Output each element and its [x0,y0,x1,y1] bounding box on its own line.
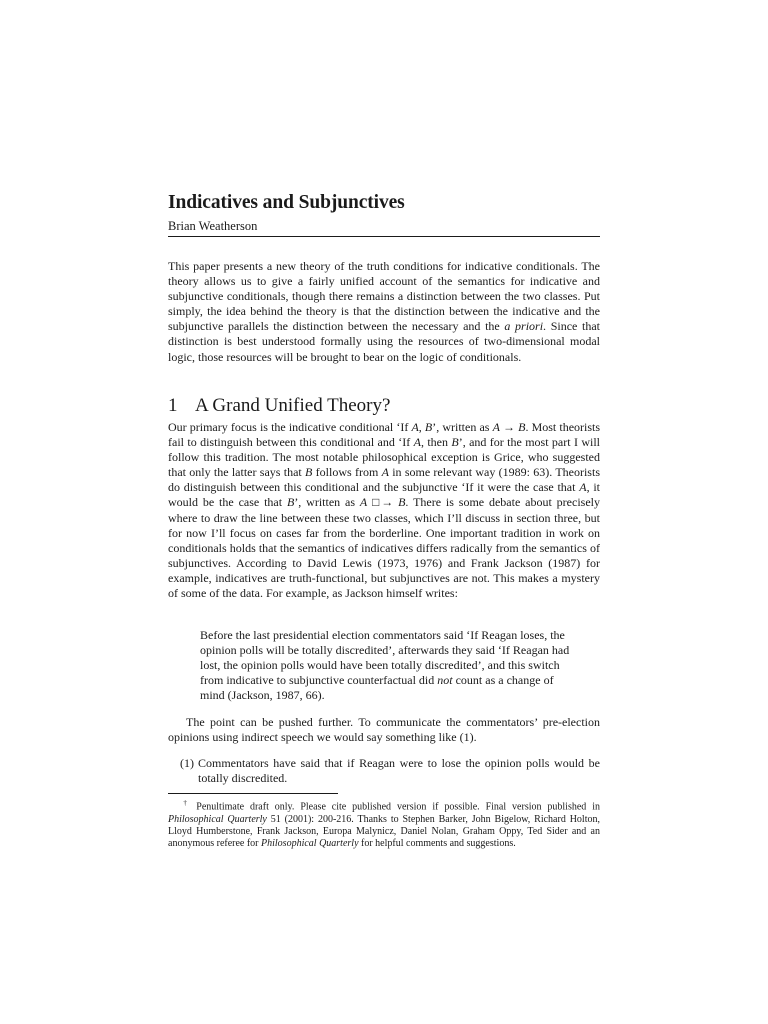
paper-author: Brian Weatherson [168,219,258,233]
footnote-mark: † [180,799,191,807]
title-rule [168,236,600,237]
indicative-arrow: → [499,420,519,434]
abstract-emphasis: a priori [504,319,544,334]
abstract-text-2: . Since that distinction is best understood formally using the resources of two-dimensional modal logic, those resources will be brought to bear on the logic of conditionals. [168,319,600,364]
footnote-rule [168,793,338,794]
abstract [168,259,600,365]
block-quote: Before the last presidential election commentators said ‘If Reagan loses, the opinion polls will be totally discredited’, afterwards they said ‘If Reagan had lost, the opinion polls would have been totally discredited’, and this switch from indicative to subjunctive counterfactual did not count as a change of mind (Jackson, 1987, 66). [200,628,570,703]
abstract-text-1: This paper presents a new theory of the truth conditions for indicative conditionals. The theory allows us to give a fairly unified account of the semantics for indicative and subjunctive conditionals, though there remains a distinction between the two classes. Put simply, the idea behind the theory is that the distinction between the indicative and the subjunctive parallels the distinction between the necessary and the [168,259,600,334]
example-label: (1) [180,756,194,770]
body-paragraph-1: Our primary focus is the indicative conditional ‘If A, B’, written as A → B. Most theorists fail to distinguish between this conditional and ‘If A, then B’, and for the most part I will follow this tradition. The most notable philosophical exception is Grice, who suggested that only the latter says that B follows from A in some relevant way (1989: 63). Theorists do distinguish between this conditional and the subjunctive ‘If it were the case that A, it would be the case that B’, written as A □→ B. There is some debate about precisely where to draw the line between these two classes, which I’ll discuss in section three, but for now I’ll focus on cases far from the borderline. One important tradition in work on conditionals holds that the semantics of indicatives differs radically from the semantics of subjunctives. According to David Lewis (1973, 1976) and Frank Jackson (1987) for example, indicatives are truth-functional, but subjunctives are not. This makes a mystery of some of the data. For example, as Jackson himself writes: [168,420,601,601]
example-1 [180,756,600,786]
paper-title: Indicatives and Subjunctives [168,192,405,213]
subjunctive-arrow: □→ [367,495,399,510]
section-title: A Grand Unified Theory? [195,395,391,416]
example-text: Commentators have said that if Reagan were to lose the opinion polls would be totally discredited. [198,756,600,786]
body-paragraph-2: The point can be pushed further. To communicate the commentators’ pre-election opinions using indirect speech we would say something like (1). [168,715,600,745]
paper-page [168,0,600,1024]
section-number: 1 [168,395,178,416]
footnote: † Penultimate draft only. Please cite published version if possible. Final version published in Philosophical Quarterly 51 (2001): 200-216. Thanks to Stephen Barker, John Bigelow, Richard Holton, Lloyd Humberstone, Frank Jackson, Europa Malynicz, Daniel Nolan, Graham Oppy, Ted Sider and an anonymous referee for Philosophical Quarterly for helpful comments and suggestions. [168,799,600,850]
section-heading [168,395,390,417]
